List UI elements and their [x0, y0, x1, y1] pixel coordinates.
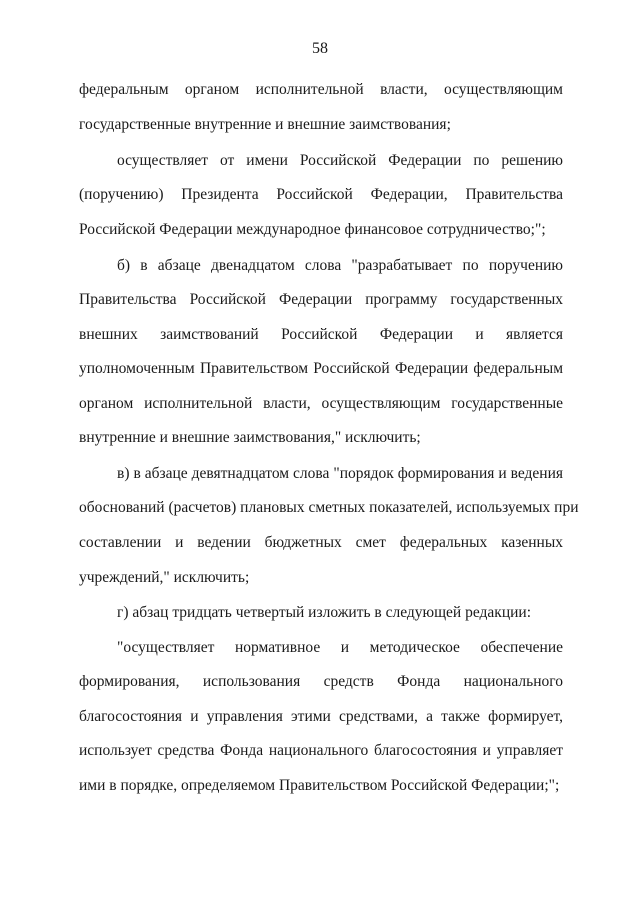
text-line: использует средства Фонда национального благосостояния и управляет: [79, 742, 563, 759]
text-line: внешних заимствований Российской Федерации и является: [79, 326, 563, 343]
text-line: в) в абзаце девятнадцатом слова "порядок формирования и ведения: [117, 465, 563, 482]
text-line: федеральным органом исполнительной власти, осуществляющим: [79, 81, 563, 98]
text-line: благосостояния и управления этими средствами, а также формирует,: [79, 708, 563, 725]
text-line: составлении и ведении бюджетных смет федеральных казенных: [79, 534, 563, 551]
text-line: (поручению) Президента Российской Федерации, Правительства: [79, 186, 563, 203]
text-line: формирования, использования средств Фонда национального: [79, 673, 563, 690]
text-line: г) абзац тридцать четвертый изложить в следующей редакции:: [117, 604, 532, 621]
text-line: органом исполнительной власти, осуществляющим государственные: [79, 395, 563, 412]
text-line: внутренние и внешние заимствования," исключить;: [79, 429, 421, 446]
text-line: ими в порядке, определяемом Правительством Российской Федерации;";: [79, 777, 560, 794]
page-number: 58: [312, 40, 328, 57]
text-line: Правительства Российской Федерации программу государственных: [79, 291, 563, 308]
text-line: государственные внутренние и внешние заимствования;: [79, 116, 451, 133]
text-line: обоснований (расчетов) плановых сметных показателей, используемых при: [79, 499, 579, 516]
text-line: Российской Федерации международное финансовое сотрудничество;";: [79, 221, 546, 238]
text-line: учреждений," исключить;: [79, 569, 250, 586]
text-line: осуществляет от имени Российской Федерации по решению: [117, 152, 563, 169]
text-line: "осуществляет нормативное и методическое обеспечение: [117, 639, 563, 656]
text-line: б) в абзаце двенадцатом слова "разрабатывает по поручению: [117, 257, 563, 274]
text-line: уполномоченным Правительством Российской Федерации федеральным: [79, 360, 563, 377]
